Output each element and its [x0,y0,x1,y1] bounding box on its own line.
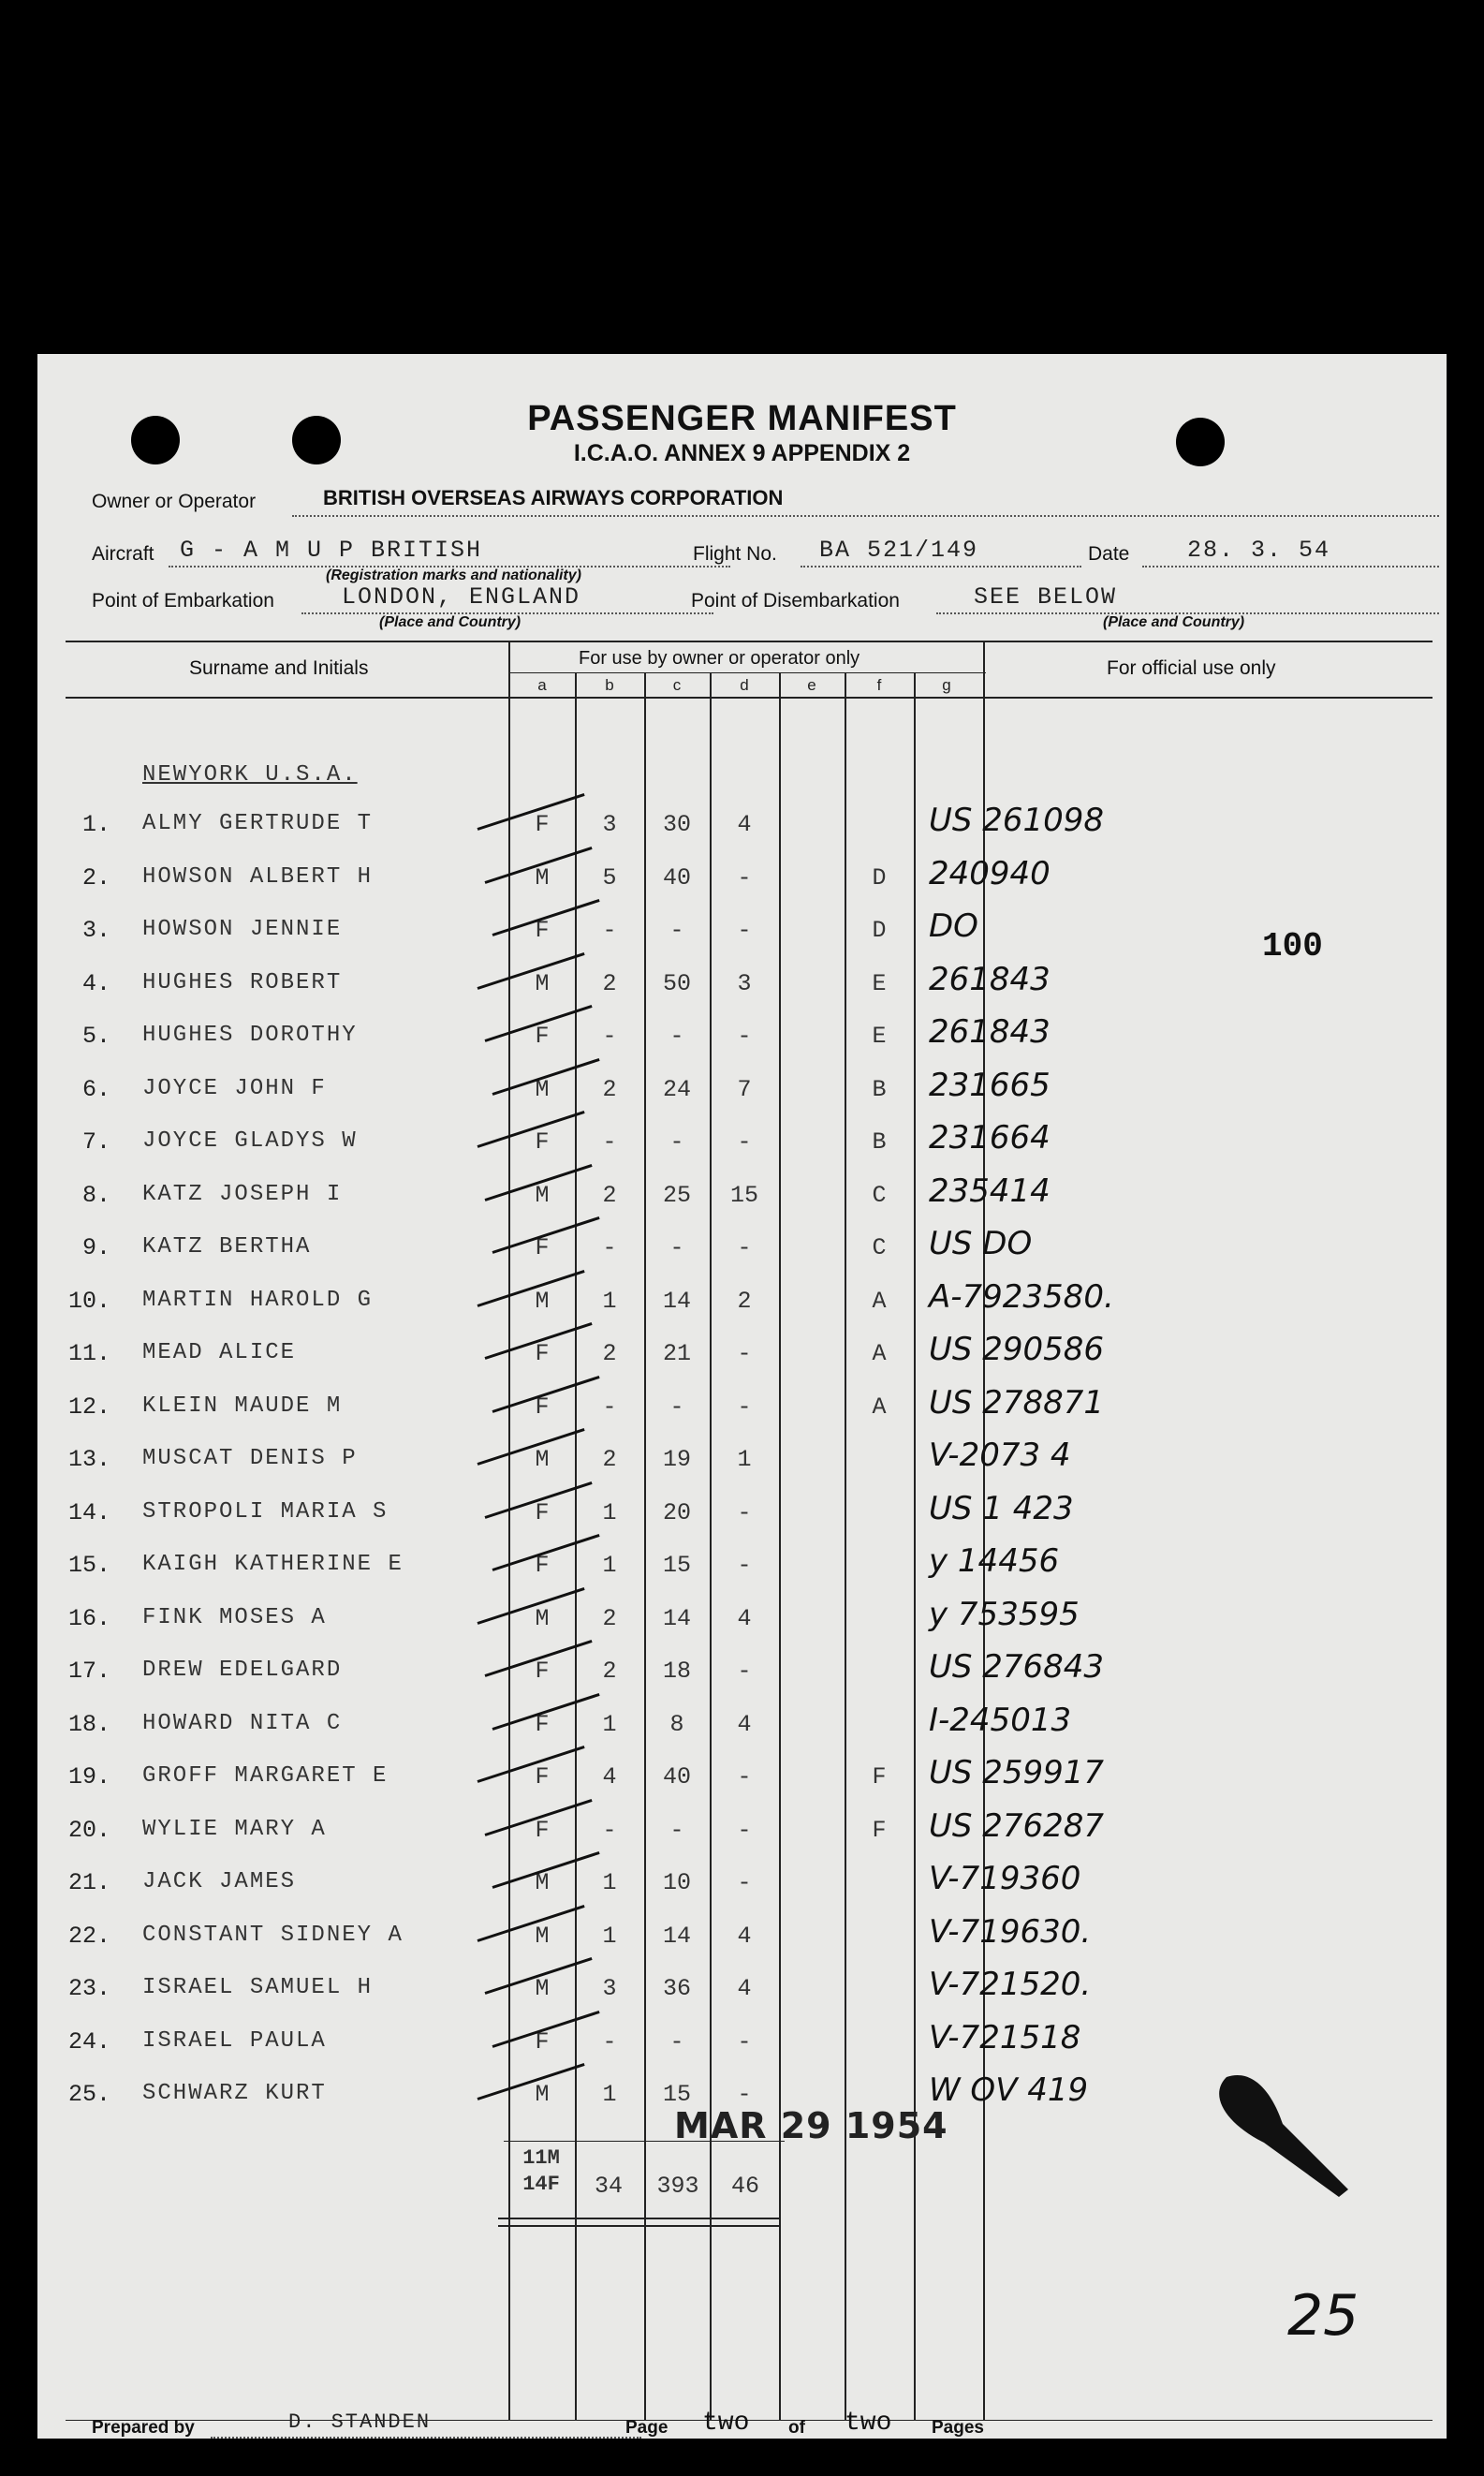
cell-f: A [872,1340,887,1367]
cell-d: - [737,1340,752,1367]
total-b: 34 [594,2173,623,2200]
manifest-title: PASSENGER MANIFEST [527,399,957,438]
cell-b: 1 [602,1711,617,1738]
cell-d: - [737,2028,752,2056]
cell-a: M [535,1288,550,1315]
cell-a: F [535,1393,550,1421]
totals-rule-2 [498,2225,779,2227]
cell-b: 2 [602,1446,617,1473]
col-owner-header: For use by owner or operator only [579,648,860,669]
row-number: 13. [67,1446,110,1473]
row-number: 3. [81,917,110,944]
passenger-name: ALMY GERTRUDE T [142,811,374,836]
cell-c: - [669,1023,684,1050]
official-entry: US 276843 [929,1648,1105,1686]
disembark-value: SEE BELOW [974,583,1118,611]
cell-c: 50 [662,970,691,997]
cell-d: - [737,917,752,944]
owner-dotline [292,515,1439,517]
cell-d: 7 [737,1076,752,1103]
page-value: two [702,2409,750,2438]
cell-c: 20 [662,1499,691,1526]
official-entry: 231664 [929,1119,1051,1157]
row-number: 10. [67,1288,110,1315]
owner-label: Owner or Operator [92,491,257,512]
cell-a: F [535,2028,550,2056]
manifest-sheet [37,354,1447,2439]
cell-a: F [535,1340,550,1367]
total-c: 393 [656,2173,699,2200]
col-name-header: Surname and Initials [189,657,369,679]
col-divider-cd [710,672,712,2420]
col-divider-ab [575,672,577,2420]
cell-d: - [737,1817,752,1844]
cell-c: 40 [662,864,691,892]
row-number: 21. [67,1869,110,1896]
col-official-header: For official use only [1107,657,1276,679]
embark-label: Point of Embarkation [92,590,274,612]
subcol-f: f [876,676,882,694]
flight-value: BA 521/149 [819,537,979,564]
cell-b: 2 [602,1658,617,1685]
official-entry: DO [929,907,978,945]
passenger-name: HUGHES ROBERT [142,970,343,995]
cell-d: - [737,1499,752,1526]
cell-c: 36 [662,1975,691,2002]
passenger-name: KATZ JOSEPH I [142,1182,343,1207]
cell-c: 14 [662,1923,691,1950]
cell-a: M [535,1869,550,1896]
row-number: 16. [67,1605,110,1632]
official-entry: 240940 [929,855,1051,892]
official-entry: US 259917 [929,1754,1105,1791]
cell-f: D [872,864,887,892]
cell-f: A [872,1393,887,1421]
col-divider-fg [914,672,916,2420]
official-entry: y 753595 [929,1596,1080,1633]
subcol-a: a [537,676,547,694]
date-dotline [1142,566,1439,567]
cell-a: F [535,917,550,944]
cell-a: F [535,1552,550,1579]
owner-value: BRITISH OVERSEAS AIRWAYS CORPORATION [323,486,784,509]
row-number: 23. [67,1975,110,2002]
row-number: 2. [81,864,110,892]
cell-a: M [535,864,550,892]
date-label: Date [1088,543,1130,565]
of-value: two [845,2409,892,2438]
official-entry: US 290586 [929,1331,1105,1368]
cell-c: 21 [662,1340,691,1367]
date-value: 28. 3. 54 [1187,537,1331,564]
passenger-name: HUGHES DOROTHY [142,1023,358,1048]
cell-b: 5 [602,864,617,892]
row-number: 17. [67,1658,110,1685]
passenger-name: HOWARD NITA C [142,1711,343,1736]
official-entry: US 261098 [929,802,1105,839]
cell-a: M [535,1446,550,1473]
cell-b: - [602,1234,617,1261]
cell-a: F [535,1711,550,1738]
official-entry: US 278871 [929,1384,1105,1422]
cell-f: F [872,1763,887,1791]
cell-c: - [669,1234,684,1261]
cell-a: M [535,1605,550,1632]
manifest-subtitle: I.C.A.O. ANNEX 9 APPENDIX 2 [573,440,911,466]
cell-a: M [535,1923,550,1950]
col-divider-de [779,672,781,2420]
cell-b: - [602,1817,617,1844]
cell-d: 1 [737,1446,752,1473]
passenger-name: KLEIN MAUDE M [142,1393,343,1419]
cell-b: 1 [602,2081,617,2108]
aircraft-label: Aircraft [92,543,154,565]
subcol-e: e [807,676,816,694]
side-number: 100 [1262,927,1323,965]
cell-f: B [872,1076,887,1103]
cell-c: 8 [669,1711,684,1738]
cell-f: A [872,1288,887,1315]
section-heading: NEWYORK U.S.A. [142,762,358,788]
cell-b: 3 [602,1975,617,2002]
totals-rule-1 [498,2218,779,2219]
flight-label: Flight No. [693,543,777,565]
cell-d: 4 [737,1711,752,1738]
cell-b: 1 [602,1552,617,1579]
pages-label: Pages [932,2418,984,2438]
cell-c: 10 [662,1869,691,1896]
prepared-dotline [211,2437,641,2439]
cell-c: - [669,1817,684,1844]
cell-f: B [872,1128,887,1156]
cell-d: 4 [737,1923,752,1950]
received-date-stamp: MAR 29 1954 [674,2105,948,2146]
prepared-label: Prepared by [92,2418,195,2438]
passenger-name: STROPOLI MARIA S [142,1499,389,1525]
table-header-rule [66,697,1433,699]
cell-a: F [535,811,550,838]
aircraft-value: G - A M U P BRITISH [180,537,483,564]
subcol-b: b [605,676,614,694]
cell-d: - [737,2081,752,2108]
page-number-mark: 25 [1287,2283,1359,2349]
cell-d: 4 [737,811,752,838]
of-label: of [788,2418,805,2438]
cell-a: F [535,1658,550,1685]
cell-b: 2 [602,1076,617,1103]
cell-d: - [737,1234,752,1261]
cell-d: 4 [737,1605,752,1632]
disembark-note: (Place and Country) [1103,614,1245,630]
cell-d: 3 [737,970,752,997]
embark-value: LONDON, ENGLAND [342,583,581,611]
cell-c: 40 [662,1763,691,1791]
passenger-name: DREW EDELGARD [142,1658,343,1683]
cell-f: F [872,1817,887,1844]
passenger-name: HOWSON ALBERT H [142,864,374,890]
cell-a: M [535,970,550,997]
aircraft-note: (Registration marks and nationality) [326,567,581,583]
flight-dotline [801,566,1081,567]
cell-d: 15 [729,1182,758,1209]
official-entry: V-719360 [929,1860,1081,1897]
cell-b: 2 [602,970,617,997]
cell-b: - [602,917,617,944]
cell-c: - [669,917,684,944]
cell-a: M [535,1975,550,2002]
official-entry: 231665 [929,1067,1051,1104]
cell-c: 24 [662,1076,691,1103]
row-number: 11. [67,1340,110,1367]
subcol-g: g [942,676,951,694]
cell-a: F [535,1763,550,1791]
embark-note: (Place and Country) [379,614,522,630]
total-male: 11M [522,2146,560,2170]
page-label: Page [625,2418,669,2438]
passenger-name: MARTIN HAROLD G [142,1288,374,1313]
cell-c: 18 [662,1658,691,1685]
cell-b: 2 [602,1182,617,1209]
cell-a: M [535,2081,550,2108]
cell-a: F [535,1499,550,1526]
prepared-value: D. STANDEN [288,2410,432,2434]
cell-b: 3 [602,811,617,838]
row-number: 20. [67,1817,110,1844]
row-number: 8. [81,1182,110,1209]
passenger-name: KATZ BERTHA [142,1234,312,1260]
col-divider-official [983,641,985,2420]
cell-a: M [535,1182,550,1209]
row-number: 9. [81,1234,110,1261]
row-number: 15. [67,1552,110,1579]
cell-d: - [737,1023,752,1050]
official-entry: 261843 [929,961,1051,998]
cell-b: - [602,1128,617,1156]
cell-b: 1 [602,1288,617,1315]
passenger-name: FINK MOSES A [142,1605,327,1630]
total-d: 46 [730,2173,759,2200]
cell-b: 2 [602,1340,617,1367]
passenger-name: JOYCE GLADYS W [142,1128,358,1154]
row-number: 6. [81,1076,110,1103]
official-entry: W OV 419 [929,2071,1089,2109]
table-top-rule [66,641,1433,642]
official-entry: V-2073 4 [929,1437,1071,1474]
passenger-name: SCHWARZ KURT [142,2081,327,2106]
passenger-name: MEAD ALICE [142,1340,297,1365]
row-number: 22. [67,1923,110,1950]
passenger-name: MUSCAT DENIS P [142,1446,358,1471]
row-number: 25. [67,2081,110,2108]
cell-b: 1 [602,1869,617,1896]
cell-c: 14 [662,1288,691,1315]
passenger-name: GROFF MARGARET E [142,1763,389,1789]
total-female: 14F [522,2173,560,2196]
passenger-name: ISRAEL SAMUEL H [142,1975,374,2000]
cell-d: - [737,1869,752,1896]
cell-c: 15 [662,2081,691,2108]
cell-f: E [872,970,887,997]
col-divider-ef [845,672,846,2420]
cell-a: F [535,1234,550,1261]
passenger-name: KAIGH KATHERINE E [142,1552,404,1577]
official-entry: V-721520. [929,1966,1092,2003]
cell-c: 19 [662,1446,691,1473]
official-entry: 235414 [929,1172,1051,1210]
cell-a: F [535,1817,550,1844]
ink-blot [1189,2068,1376,2255]
cell-b: 1 [602,1499,617,1526]
cell-c: 25 [662,1182,691,1209]
cell-d: - [737,864,752,892]
official-entry: V-721518 [929,2019,1081,2056]
cell-b: 4 [602,1763,617,1791]
official-entry: V-719630. [929,1913,1092,1951]
cell-a: F [535,1023,550,1050]
cell-f: C [872,1182,887,1209]
cell-d: - [737,1763,752,1791]
row-number: 24. [67,2028,110,2056]
official-entry: 261843 [929,1013,1051,1051]
passenger-name: HOWSON JENNIE [142,917,343,942]
col-divider-bc [644,672,646,2420]
cell-c: - [669,1393,684,1421]
cell-d: - [737,1658,752,1685]
official-entry: A-7923580. [929,1278,1114,1316]
row-number: 5. [81,1023,110,1050]
passenger-name: ISRAEL PAULA [142,2028,327,2054]
subcol-d: d [740,676,749,694]
disembark-label: Point of Disembarkation [691,590,900,612]
passenger-name: CONSTANT SIDNEY A [142,1923,404,1948]
passenger-name: JACK JAMES [142,1869,297,1894]
cell-d: - [737,1552,752,1579]
row-number: 19. [67,1763,110,1791]
cell-c: 15 [662,1552,691,1579]
cell-d: 4 [737,1975,752,2002]
cell-b: 2 [602,1605,617,1632]
cell-c: 30 [662,811,691,838]
official-entry: US 1 423 [929,1490,1074,1527]
official-entry: US DO [929,1225,1033,1262]
row-number: 14. [67,1499,110,1526]
cell-d: 2 [737,1288,752,1315]
cell-f: E [872,1023,887,1050]
cell-b: 1 [602,1923,617,1950]
cell-f: C [872,1234,887,1261]
cell-c: - [669,2028,684,2056]
official-entry: I-245013 [929,1702,1072,1739]
row-number: 12. [67,1393,110,1421]
cell-c: - [669,1128,684,1156]
cell-b: - [602,1393,617,1421]
passenger-name: JOYCE JOHN F [142,1076,327,1101]
row-number: 4. [81,970,110,997]
passenger-name: WYLIE MARY A [142,1817,327,1842]
cell-d: - [737,1393,752,1421]
cell-b: - [602,1023,617,1050]
row-number: 1. [81,811,110,838]
cell-f: D [872,917,887,944]
cell-a: M [535,1076,550,1103]
row-number: 18. [67,1711,110,1738]
cell-c: 14 [662,1605,691,1632]
cell-b: - [602,2028,617,2056]
col-divider-name [508,641,510,2420]
official-entry: US 276287 [929,1807,1105,1845]
cell-d: - [737,1128,752,1156]
subcol-c: c [672,676,682,694]
cell-a: F [535,1128,550,1156]
row-number: 7. [81,1128,110,1156]
official-entry: y 14456 [929,1542,1060,1580]
